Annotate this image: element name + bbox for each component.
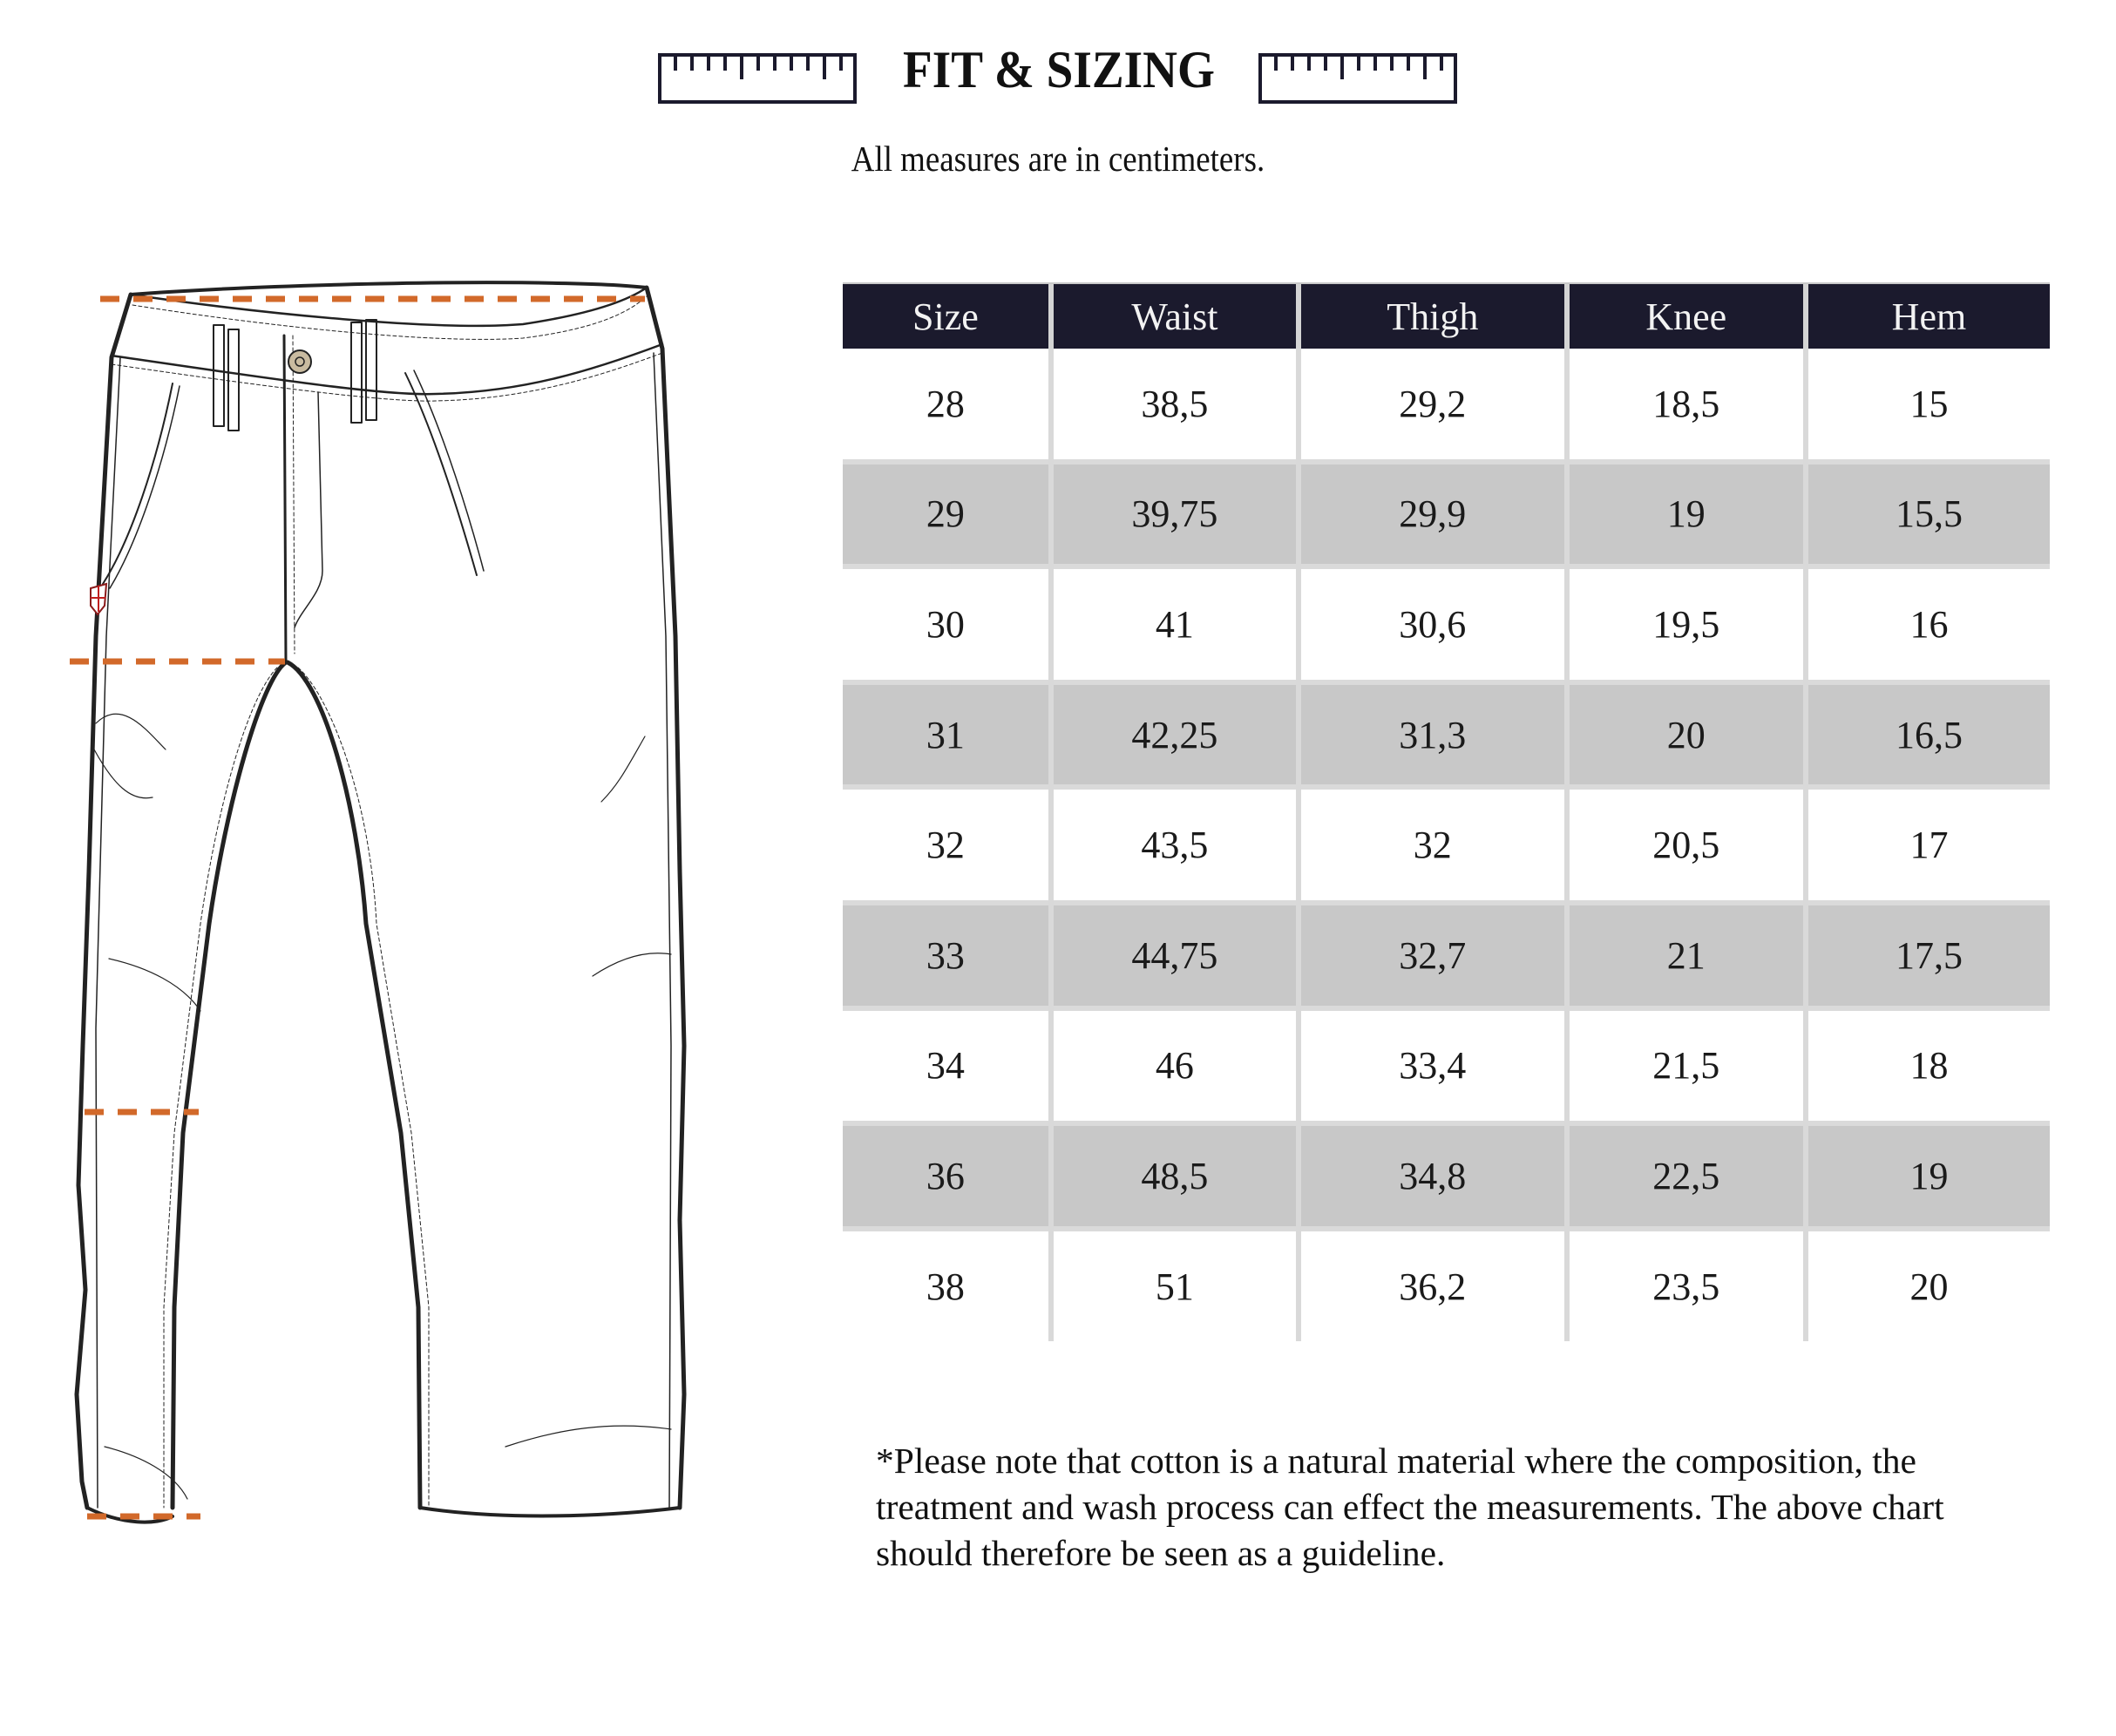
page-title: FIT & SIZING (903, 41, 1215, 98)
cell-size: 28 (843, 349, 1054, 459)
cell-waist: 43,5 (1054, 790, 1301, 900)
cell-hem: 18 (1909, 1044, 1949, 1088)
ruler-icon (658, 53, 857, 104)
table-row (843, 790, 2050, 900)
cell-size: 34 (843, 1011, 1054, 1122)
table-row (843, 1231, 2050, 1342)
cell-waist: 42,25 (1054, 680, 1301, 790)
cell-hem: 15,5 (1895, 492, 1963, 536)
cell-waist: 44,75 (1054, 900, 1301, 1011)
cell-size: 31 (843, 680, 1054, 790)
cell-knee: 21,5 (1570, 1011, 1808, 1122)
table-row (843, 1011, 2050, 1122)
table-row (843, 900, 2050, 1011)
table-row (843, 680, 2050, 790)
cell-waist: 46 (1054, 1011, 1301, 1122)
cell-knee: 18,5 (1570, 349, 1808, 459)
size-table (843, 282, 2050, 1341)
cell-waist: 38,5 (1054, 349, 1301, 459)
title-row (0, 35, 2116, 122)
cell-knee: 19,5 (1570, 569, 1808, 680)
disclaimer-line: treatment and wash process can effect the measurements. The above chart (876, 1487, 1944, 1527)
cell-knee: 23,5 (1570, 1231, 1808, 1342)
cell-size: 33 (843, 900, 1054, 1011)
table-header (843, 282, 2050, 349)
cell-size: 32 (843, 790, 1054, 900)
column-header-hem: Hem (1891, 295, 1967, 338)
cell-waist: 48,5 (1054, 1121, 1301, 1231)
cell-hem: 15 (1909, 382, 1949, 425)
column-header-size: Size (843, 284, 1054, 349)
cell-waist: 41 (1054, 569, 1301, 680)
cell-thigh: 29,2 (1301, 349, 1570, 459)
cell-knee: 19 (1570, 459, 1808, 570)
cell-size: 36 (843, 1121, 1054, 1231)
cell-waist: 51 (1054, 1231, 1301, 1342)
disclaimer-line: *Please note that cotton is a natural material where the composition, the (876, 1441, 1916, 1481)
cell-hem: 17,5 (1895, 933, 1963, 977)
cell-thigh: 36,2 (1301, 1231, 1570, 1342)
cell-knee: 20,5 (1570, 790, 1808, 900)
crest-icon (91, 584, 106, 614)
cell-knee: 22,5 (1570, 1121, 1808, 1231)
cell-waist: 39,75 (1054, 459, 1301, 570)
cell-hem: 16,5 (1895, 713, 1963, 756)
ruler-icon (1258, 53, 1457, 104)
table-row (843, 1121, 2050, 1231)
cell-size: 30 (843, 569, 1054, 680)
cell-size: 29 (843, 459, 1054, 570)
column-header-thigh: Thigh (1301, 284, 1570, 349)
table-row (843, 459, 2050, 570)
disclaimer-line: should therefore be seen as a guideline. (876, 1533, 1446, 1573)
cell-thigh: 32,7 (1301, 900, 1570, 1011)
table-row (843, 349, 2050, 459)
cell-thigh: 33,4 (1301, 1011, 1570, 1122)
table-row (843, 569, 2050, 680)
cell-thigh: 32 (1301, 790, 1570, 900)
cell-thigh: 34,8 (1301, 1121, 1570, 1231)
cell-knee: 20 (1570, 680, 1808, 790)
cell-hem: 20 (1909, 1265, 1949, 1308)
disclaimer-note (876, 1438, 2061, 1577)
units-note: All measures are in centimeters. (851, 139, 1265, 179)
column-header-waist: Waist (1054, 284, 1301, 349)
cell-hem: 17 (1909, 824, 1949, 867)
cell-hem: 16 (1909, 602, 1949, 646)
cell-thigh: 29,9 (1301, 459, 1570, 570)
column-header-knee: Knee (1570, 284, 1808, 349)
pants-illustration (70, 261, 749, 1586)
cell-thigh: 31,3 (1301, 680, 1570, 790)
cell-hem: 19 (1909, 1154, 1949, 1197)
cell-knee: 21 (1570, 900, 1808, 1011)
cell-thigh: 30,6 (1301, 569, 1570, 680)
cell-size: 38 (843, 1231, 1054, 1342)
